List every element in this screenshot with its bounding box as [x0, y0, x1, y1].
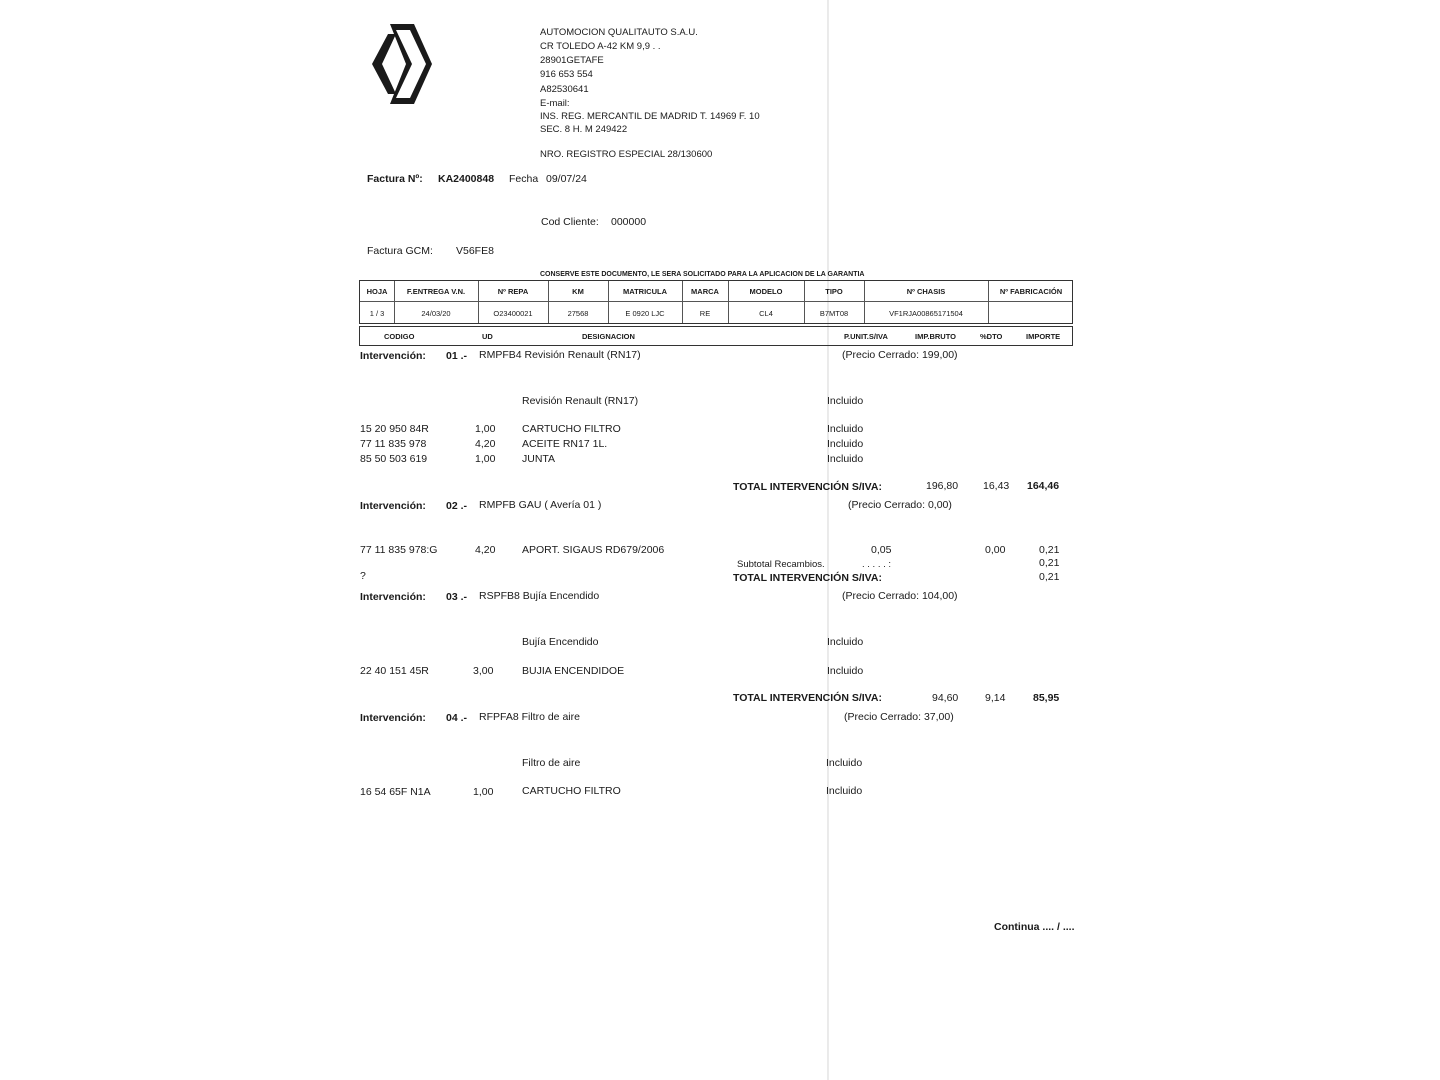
item-code: 15 20 950 84R: [360, 423, 429, 435]
item-code: 16 54 65F N1A: [360, 786, 431, 798]
intervention-subtitle: Bujía Encendido: [522, 636, 599, 648]
vehicle-header-entrega: F.ENTREGA V.N.: [406, 287, 466, 296]
item-status: Incluido: [827, 438, 864, 450]
item-unit-price: 0,05: [871, 544, 892, 556]
intervention-number: 02 .-: [446, 500, 468, 512]
intervention-total-bruto: 94,60: [932, 692, 959, 704]
company-registry-section: SEC. 8 H. M 249422: [540, 124, 628, 135]
vehicle-hoja: 1 / 3: [369, 309, 385, 318]
client-code-label: Cod Cliente:: [541, 216, 599, 228]
intervention-number: 01 .-: [446, 350, 468, 362]
company-city: 28901GETAFE: [540, 55, 604, 66]
vehicle-tipo: B7MT08: [819, 309, 849, 318]
item-code: 77 11 835 978:G: [360, 544, 438, 556]
item-code: 85 50 503 619: [360, 453, 428, 465]
intervention-title: RFPFA8 Filtro de aire: [479, 711, 580, 723]
client-code: 000000: [611, 216, 647, 228]
intervention-subtitle: Filtro de aire: [522, 757, 581, 769]
company-email: E-mail:: [540, 98, 570, 109]
company-cif: A82530641: [540, 84, 589, 95]
vehicle-repa: O23400021: [493, 309, 533, 318]
vehicle-header-hoja: HOJA: [366, 287, 388, 296]
item-desc: CARTUCHO FILTRO: [522, 423, 621, 435]
vehicle-table: [359, 280, 1073, 324]
subtotal-dots: . . . . . :: [862, 559, 892, 570]
item-discount: 0,00: [985, 544, 1006, 556]
intervention-fixed-price: (Precio Cerrado: 0,00): [848, 499, 952, 511]
renault-logo-icon: [370, 22, 434, 106]
item-desc: APORT. SIGAUS RD679/2006: [522, 544, 665, 556]
subtotal-label: Subtotal Recambios.: [737, 559, 825, 570]
intervention-subtitle: Revisión Renault (RN17): [522, 395, 639, 407]
item-status: Incluido: [827, 665, 864, 677]
item-qty: 4,20: [475, 544, 496, 556]
vehicle-header-matricula: MATRICULA: [622, 287, 668, 296]
item-amount: 0,21: [1039, 544, 1060, 556]
intervention-total-label: TOTAL INTERVENCIÓN S/IVA:: [733, 481, 882, 493]
invoice-date: 09/07/24: [546, 173, 587, 185]
vehicle-header-km: KM: [572, 287, 584, 296]
vehicle-km: 27568: [567, 309, 589, 318]
header-codigo: CODIGO: [384, 332, 415, 341]
gcm-invoice-value: V56FE8: [456, 245, 494, 257]
vehicle-modelo: CL4: [759, 309, 773, 318]
vehicle-header-tipo: TIPO: [825, 287, 843, 296]
item-code: 22 40 151 45R: [360, 665, 429, 677]
item-desc: CARTUCHO FILTRO: [522, 785, 621, 797]
intervention-label: Intervención:: [360, 712, 426, 724]
gcm-invoice-label: Factura GCM:: [367, 245, 433, 257]
header-ud: UD: [482, 332, 493, 341]
item-qty: 1,00: [475, 453, 496, 465]
intervention-label: Intervención:: [360, 500, 426, 512]
item-qty: 3,00: [473, 665, 494, 677]
company-registry: INS. REG. MERCANTIL DE MADRID T. 14969 F. 10: [540, 111, 760, 122]
item-status: Incluido: [827, 423, 864, 435]
header-dto: %DTO: [980, 332, 1003, 341]
vehicle-entrega: 24/03/20: [421, 309, 451, 318]
company-phone: 916 653 554: [540, 69, 593, 80]
vehicle-chasis: VF1RJA00865171504: [889, 309, 963, 318]
intervention-total-importe: 0,21: [1039, 571, 1060, 583]
item-code: 77 11 835 978: [360, 438, 427, 450]
vehicle-header-modelo: MODELO: [749, 287, 783, 296]
vehicle-matricula: E 0920 LJC: [625, 309, 665, 318]
invoice-number-label: Factura Nº:: [367, 173, 423, 185]
vehicle-header-repa: Nº REPA: [497, 287, 529, 296]
company-name: AUTOMOCION QUALITAUTO S.A.U.: [540, 27, 698, 38]
intervention-subtitle-status: Incluido: [827, 636, 864, 648]
item-qty: 4,20: [475, 438, 496, 450]
vehicle-header-chasis: Nº CHASIS: [906, 287, 946, 296]
item-status: Incluido: [827, 453, 864, 465]
warranty-notice: CONSERVE ESTE DOCUMENTO, LE SERA SOLICITADO PARA LA APLICACION DE LA GARANTIA: [540, 271, 865, 278]
header-imp-bruto: IMP.BRUTO: [915, 332, 956, 341]
item-desc: ACEITE RN17 1L.: [522, 438, 608, 450]
item-desc: JUNTA: [522, 453, 556, 465]
question-mark: ?: [360, 570, 366, 582]
vehicle-marca: RE: [699, 309, 711, 318]
intervention-fixed-price: (Precio Cerrado: 104,00): [842, 590, 958, 602]
item-status: Incluido: [826, 785, 863, 797]
intervention-number: 04 .-: [446, 712, 468, 724]
intervention-label: Intervención:: [360, 350, 426, 362]
intervention-total-importe: 164,46: [1027, 480, 1060, 492]
item-qty: 1,00: [475, 423, 496, 435]
intervention-fixed-price: (Precio Cerrado: 199,00): [842, 349, 958, 361]
page-fold-line: [827, 0, 829, 1080]
intervention-total-label: TOTAL INTERVENCIÓN S/IVA:: [733, 572, 882, 584]
header-importe: IMPORTE: [1026, 332, 1061, 341]
intervention-total-label: TOTAL INTERVENCIÓN S/IVA:: [733, 692, 882, 704]
intervention-total-bruto: 196,80: [926, 480, 959, 492]
company-address: CR TOLEDO A-42 KM 9,9 . .: [540, 41, 661, 52]
vehicle-header-marca: MARCA: [691, 287, 719, 296]
intervention-total-dto: 16,43: [983, 480, 1010, 492]
intervention-total-importe: 85,95: [1033, 692, 1060, 704]
company-special-registry: NRO. REGISTRO ESPECIAL 28/130600: [540, 149, 713, 160]
subtotal-value: 0,21: [1039, 557, 1060, 569]
intervention-label: Intervención:: [360, 591, 426, 603]
intervention-title: RMPFB4 Revisión Renault (RN17): [479, 349, 641, 361]
intervention-fixed-price: (Precio Cerrado: 37,00): [844, 711, 954, 723]
header-punit: P.UNIT.S/IVA: [844, 332, 888, 341]
invoice-number: KA2400848: [438, 173, 495, 185]
invoice-date-label: Fecha: [509, 173, 539, 185]
intervention-title: RSPFB8 Bujía Encendido: [479, 590, 600, 602]
vehicle-header-fabricacion: Nº FABRICACIÓN: [999, 287, 1063, 296]
item-qty: 1,00: [473, 786, 494, 798]
intervention-total-dto: 9,14: [985, 692, 1006, 704]
intervention-title: RMPFB GAU ( Avería 01 ): [479, 499, 602, 511]
line-items-header: [359, 326, 1073, 346]
intervention-number: 03 .-: [446, 591, 468, 603]
intervention-subtitle-status: Incluido: [827, 395, 864, 407]
intervention-subtitle-status: Incluido: [826, 757, 863, 769]
item-desc: BUJIA ENCENDIDOE: [522, 665, 625, 677]
continues-footer: Continua .... / ....: [994, 921, 1075, 933]
header-designacion: DESIGNACION: [582, 332, 635, 341]
